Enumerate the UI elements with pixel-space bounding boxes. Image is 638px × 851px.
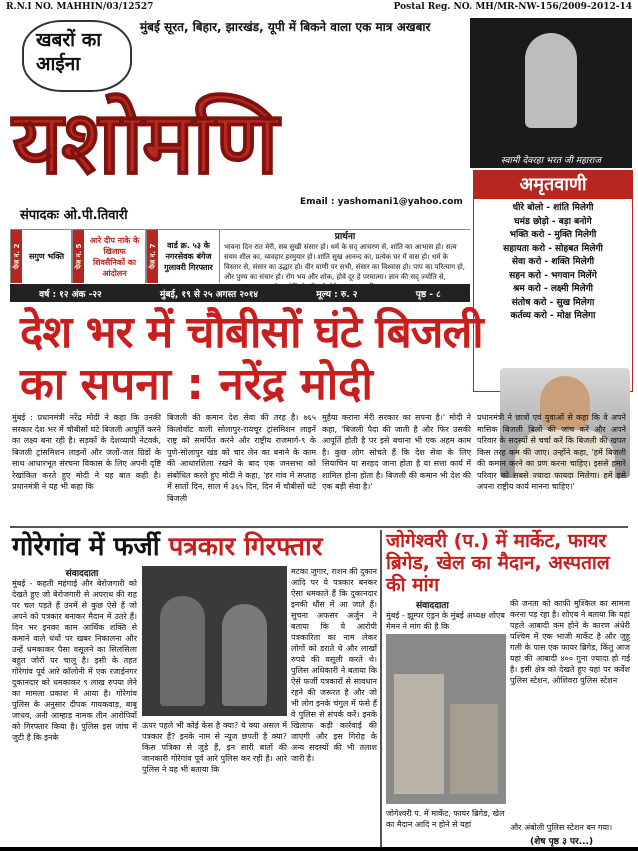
postal-reg-number: Postal Reg. NO. MH/MR-NW-156/2009-2012-14 — [393, 2, 632, 12]
lead-story-col-2: बिजली की कमान देश सेवा की तरह है। ७६५ किलोवॉट वाली सोलापुर-रायचूर ट्रांसमिशन लाइनें राष्ट्र को समर्पित करने और राष्ट्रीय राजमार्ग-९ के पुणे-सोलापुर खंड को चार लेन का बनाने के काम की आधारशिला रखने के बाद एक जनसभा को संबोधित करते हुए मोदी ने कहा, 'हर गांव में सप्ताह में सातों दिन, साल में ३६५ दिन, दिन में चौबीसों घंटे बिजली — [167, 413, 316, 503]
swami-figure — [525, 33, 577, 128]
arrested-person-2 — [222, 604, 267, 706]
badge-line-2: आईना — [36, 53, 81, 75]
arrested-person-1 — [160, 596, 205, 706]
amritvani-line: सहायता करो - सोहबत मिलेगी — [503, 243, 603, 254]
badge-line-1: खबरों का — [36, 29, 102, 51]
tagline: मुंबई सूरत, बिहार, झारखंड, यूपी में बिकने वाला एक मात्र अखबार — [140, 20, 431, 34]
jogeshwari-end: और अंबोली पुलिस स्टेशन बन गया। — [510, 823, 613, 832]
issue-year: वर्ष : १२ अंक -२२ — [39, 289, 102, 300]
continued-on-page-3[interactable]: (शेष पृष्ठ ३ पर...) — [530, 837, 594, 847]
prarthana-title: प्रार्थना — [334, 232, 356, 242]
jogeshwari-lead: मुंबई - झूम्पर एंड्रन के मुंबई अध्यक्ष शोएब मेमन ने मांग की है कि — [386, 611, 505, 631]
jogeshwari-headline[interactable]: जोगेश्वरी (प.) में मार्केट, फायर ब्रिगेड, खेल का मैदान, अस्पताल की मांग — [386, 530, 610, 596]
amritvani-line: भक्ति करो - मुक्ति मिलेगी — [509, 230, 597, 240]
building-photo — [386, 634, 506, 804]
masthead-title: यशोमणि — [12, 90, 277, 194]
amritvani-line: संतोष करो - सुख मिलेगा — [511, 297, 595, 308]
bottom-rule — [0, 847, 638, 851]
amritvani-line: कर्तव्य करो - मोक्ष मिलेगा — [510, 311, 596, 321]
editor-name: संपादकः ओ.पी.तिवारी — [20, 205, 280, 227]
goregaon-col-2: ऊपर पहले भी कोई केस है क्या? ये क्या असल में पत्रकार हैं? इनके नाम से न्यूज छपती है क्या? किस पत्रिका से जुड़े हैं, इन सारी बातों की जानकारी गोरेगांव पूर्व आरे पुलिस कर रही है। आरे पुलिस ने यह भी बताया कि — [142, 721, 287, 774]
registration-line — [6, 2, 632, 16]
prarthana-text: भावना दिन रात मेरी, सब सुखी संसार हो। धर्म के सद् आचरण से, शांति का आभास हो। सत्य संयम शील का, व्यवहार हरमुयार हो। शांति सुख आनन्द का, प्रत्येक घर में वास हो। धर्म के विस्तार से, संसार का उद्धार हो। वीर वाणी पर सभी, संसार का विश्वास हो। पाप का परित्याग हो, और पुण्य का संचार हो। रोग भय और शोक, होवे दूर हे परमात्मा। ज्ञान की सद् ज्योति से, — [224, 243, 466, 281]
goregaon-col-3: मटका जुगार, राशन की दुकान आदि पर ये पत्रकार बनकर ऐसा धमकाते हैं कि दुकानदार इनकी धौंस में आ जाते हैं। सुचना अफसर अर्जुन ने बताया कि ये आरोपी पत्रकारिता का नाम लेकर लोगों को डराते थे और लाखों रुपये की वसूली करते थे। पुलिस अधिकारी ने बताया कि ऐसे फर्जी पत्रकारों से सावधान रहने की जरूरत है और जो भी लोग इनके चंगुल में फंसे हैं वे पुलिस से संपर्क करें। इनके खिलाफ कड़ी कार्रवाई की जाएगी और इस गिरोह के अन्य सदस्यों की भी तलाश जारी है। — [291, 567, 377, 763]
goregaon-headline[interactable] — [12, 530, 377, 564]
lead-story — [12, 412, 626, 524]
lead-headline-line-1[interactable]: देश भर में चौबीसों घंटे बिजली — [20, 307, 483, 358]
lead-headline-line-2[interactable]: का सपना : नरेंद्र मोदी — [20, 359, 373, 410]
amritvani-title: अमृतवाणी — [474, 171, 632, 199]
issue-pages: पृष्ठ - ८ — [415, 289, 441, 300]
index-strip — [10, 229, 470, 283]
goregaon-headline-red: पत्रकार गिरफ्तार — [168, 532, 323, 562]
page-ref-2[interactable]: पेज न. 2 — [10, 230, 22, 283]
teaser-corporator-arrest[interactable]: वार्ड क्र. ५३ के नगरसेवक बंगेज गुलावरी गिरफ्तार — [158, 230, 220, 283]
jogeshwari-byline: संवाददाता — [416, 601, 449, 611]
amritvani-line: सेवा करो - शक्ति मिलेगी — [511, 257, 595, 267]
arrested-men-photo — [142, 566, 287, 716]
goregaon-headline-black: गोरेगांव में फर्जी — [12, 532, 160, 562]
column-divider — [380, 530, 382, 848]
issue-date: मुंबई, १९ से २५ अगस्त २०१४ — [159, 289, 259, 300]
jogeshwari-col: की जनता को काफी मुश्किल का सामना करना पड़ रहा है। शोएब ने बताया कि यहां पहले आबादी कम होने के कारण अंधेरी पश्चिम में एक भाजी मार्केट है और जुहू गली के पास एक फायर ब्रिगेड, किंतु आज यहां की आबादी ४०० गुना ज्यादा हो गई है। इसी क्षेत्र को देखते हुए यहां पर कर्वेश पुलिस स्टेशन, ओशिवरा पुलिस स्टेशन — [510, 599, 630, 685]
email-address[interactable]: Email : yashomani1@yahoo.com — [300, 197, 463, 207]
section-divider — [10, 526, 628, 528]
page-ref-5[interactable]: पेज न. 5 — [72, 230, 84, 283]
page-ref-7[interactable]: पेज न. 7 — [146, 230, 158, 283]
goregaon-byline: संवाददाता — [65, 569, 99, 579]
lead-story-col-3: मुहैया कराना मेरी सरकार का सपना है।' मोदी ने कहा, 'बिजली पैदा की जाती है और फिर उसकी आपूर्ति होती है पर इसे बचाना भी एक अहम काम है। कुछ लोग सोचते हैं कि देश सेवा के लिए सियाचिन या सरहद जाना होता है या सत्ता कार्य में शामिल होना होता है। बिजली की कमान भी देश की एक बड़ी सेवा है।' — [322, 413, 471, 491]
amritvani-line: श्रम करो - लक्ष्मी मिलेगी — [513, 284, 593, 294]
jogeshwari-caption: जोगेश्वरी प. में मार्केट, फायर ब्रिगेड, खेल का मैदान आदि न होने से यहां — [386, 809, 505, 829]
amritvani-line: सहन करो - भगवान मिलेंगे — [509, 270, 597, 281]
amritvani-line: घमंड छोड़ो - बड़ा बनोगे — [514, 216, 592, 227]
building-block-2 — [450, 704, 498, 794]
teaser-sagun-bhakti[interactable]: सगुण भक्ति — [22, 230, 72, 283]
issue-info-bar — [10, 284, 470, 302]
amritvani-box — [473, 170, 633, 392]
teaser-aare-protest[interactable]: आरे दीप नाके के खिलाफ शिवसैनिकों का आंदोलन — [84, 230, 146, 283]
issue-price: मूल्य : रु. २ — [316, 289, 358, 300]
photo-caption: स्वामी देवरहा भरत जी महाराज — [501, 156, 601, 166]
khabron-ka-aaina-badge — [22, 20, 132, 92]
goregaon-col-1: मुंबई - कहती महंगाई और बेरोजगारी को देखते हुए जो बेरोजगारी से अपराध की राह पर चल पड़ते हैं उनमें से कुछ ऐसे हैं जो अपने को पत्रकार बनाकर मैदान में उतरे हैं। दिन भर इनका काम आर्थिक शक्ति से कमाने वाले धंधों पर खबर निकालना और उन्हें धमकाकर पैसा वसूलने का सिलसिला बहुत जोरों पर चालू है। इसी के तहत गोरेगांव पूर्व आरे कॉलोनी में एक रजाईनगर दुकानदार को धमकाकर ९ लाख रुपया लेने का मामला प्रकाश में आया है। गोरेगांव पुलिस के अनुसार दीपक गायकवाड़, बाबू जाधव, अनी आम्हाड़ नामक तीन आरोपियों को गिरफ्तार किया है। पुलिस इस जांच में जुटी है कि इनके — [12, 579, 137, 742]
amritvani-line: धीरे बोलो - शांति मिलेगी — [512, 203, 594, 213]
swami-photo — [470, 18, 632, 168]
lead-story-col-4: प्रधानमंत्री ने छात्रों एवं युवाओं से कहा कि वे अपने मासिक बिजली बिलों की जांच करें और अपने परिवार के सदस्यों से चर्चा करें कि बिजली की खपत किस तरह कम की जाए। उन्होंने कहा, 'हमें बिजली की कमान करने का प्रण करना चाहिए। इससे हमारे परिवार को सबसे ज्यादा फायदा मिलेगा। हमें इसे अपना राष्ट्रीय कार्य मानना चाहिए।' — [477, 413, 626, 491]
rni-number: R.N.I NO. MAHHIN/03/12527 — [6, 2, 154, 12]
prarthana-box — [220, 230, 470, 283]
building-block-1 — [394, 674, 444, 794]
lead-story-col-1: मुंबई : प्रधानमंत्री नरेंद्र मोदी ने कहा कि उनकी सरकार देश भर में चौबीसों घंटे बिजली आपूर्ति करने का लक्ष्य बना रही है। सड़कों के देशव्यापी नेटवर्क, बिजली ट्रांसमिशन लाइनों और जलों-जल ग्रिडों के साथ आधारभूत संरचना विकास के लिए अपनी दृष्टि रेखांकित करते हुए मोदी ने यह बात कही है। प्रधानमंत्री ने यह भी कहा कि — [12, 413, 161, 491]
